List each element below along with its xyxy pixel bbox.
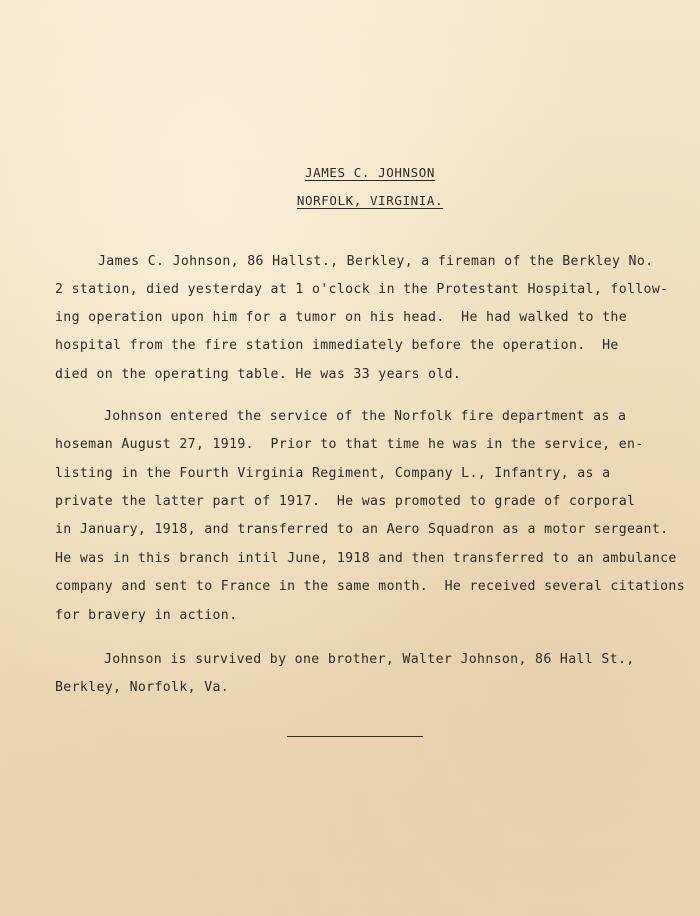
title-name: JAMES C. JOHNSON xyxy=(304,165,435,180)
text-line: James C. Johnson, 86 Hallst., Berkley, a fireman of the Berkley No. xyxy=(98,254,654,269)
text-line: ing operation upon him for a tumor on his head. He had walked to the xyxy=(55,310,627,325)
text-line: He was in this branch intil June, 1918 and then transferred to an ambulance xyxy=(55,551,677,566)
end-rule xyxy=(287,736,423,737)
text-line: died on the operating table. He was 33 years old. xyxy=(55,367,462,382)
text-line: Johnson is survived by one brother, Walter Johnson, 86 Hall St., xyxy=(104,652,635,667)
text-line: for bravery in action. xyxy=(55,608,238,623)
text-line: company and sent to France in the same month. He received several citations xyxy=(55,579,686,594)
title-place: NORFOLK, VIRGINIA. xyxy=(296,193,444,208)
text-line: 2 station, died yesterday at 1 o'clock in the Protestant Hospital, follow- xyxy=(55,282,669,297)
text-line: hoseman August 27, 1919. Prior to that time he was in the service, en- xyxy=(55,437,644,452)
text-line: listing in the Fourth Virginia Regiment, Company L., Infantry, as a xyxy=(55,466,611,481)
text-line: Johnson entered the service of the Norfolk fire department as a xyxy=(104,409,627,424)
text-line: in January, 1918, and transferred to an Aero Squadron as a motor sergeant. xyxy=(55,522,669,537)
text-line: hospital from the fire station immediately before the operation. He xyxy=(55,338,619,353)
text-line: Berkley, Norfolk, Va. xyxy=(55,680,230,695)
text-line: private the latter part of 1917. He was promoted to grade of corporal xyxy=(55,494,636,509)
